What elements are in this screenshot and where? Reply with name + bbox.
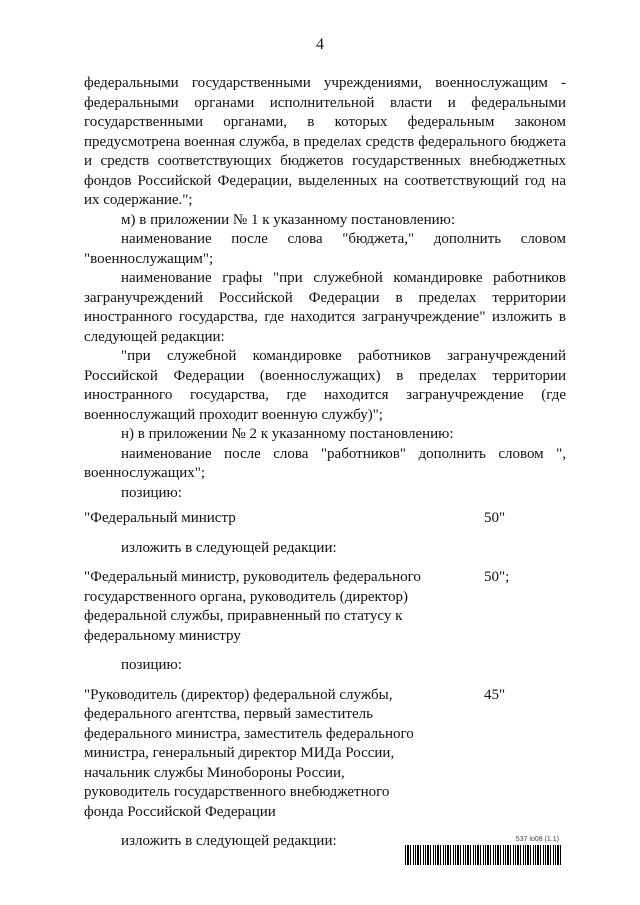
paragraph-column-name: наименование графы "при служебной командировке работников загранучреждений Российской Федерации в пределах территории иностранного государства, где находится загранучреждение" изложить в следующей редакции: [84, 270, 566, 345]
row-value: 50"; [484, 569, 510, 585]
paragraph-title-amendment: наименование после слова "бюджета," дополнить словом "военнослужащим"; [84, 231, 566, 267]
barcode-code: 537 lo08 (1.1) [515, 836, 559, 843]
paragraph-title-amendment-2: наименование после слова "работников" дополнить словом ", военнослужащих"; [84, 445, 566, 481]
paragraph-item-n: н) в приложении № 2 к указанному постановлению: [121, 426, 454, 442]
row-value: 50" [484, 510, 506, 526]
paragraph-replace-2: изложить в следующей редакции: [121, 833, 337, 849]
row-label: "Руководитель (директор) федеральной службы, федерального агентства, первый заместитель федерального министра, заместитель федерального министра, генеральный директор МИДа России, начальник службы Минобороны России, руководитель государственного внебюджетного фонда Российской Федерации [84, 686, 414, 820]
paragraph-position-1: позицию: [121, 484, 182, 501]
paragraph-replace-1: изложить в следующей редакции: [121, 539, 337, 556]
page-number: 4 [316, 36, 324, 53]
barcode-icon [405, 845, 563, 865]
row-label: "Федеральный министр [84, 510, 236, 526]
table-row [84, 686, 566, 823]
table-row [84, 568, 566, 646]
paragraph-continuation: федеральными государственными учреждениями, военнослужащим - федеральными органами исполнительной власти и федеральными государственными органами, в которых федеральным законом предусмотрена военная служба, в пределах средств федерального бюджета и средств соответствующих бюджетов государственных внебюджетных фондов Российской Федерации, выделенных на соответствующий год на их содержание."; [84, 75, 566, 208]
document-body [84, 74, 566, 852]
paragraph-item-m: м) в приложении № 1 к указанному постановлению: [121, 211, 455, 228]
row-label: "Федеральный министр, руководитель федерального государственного органа, руководитель (директор) федеральной службы, приравненный по статусу к федеральному министру [84, 569, 421, 644]
paragraph-position-2: позицию: [121, 657, 182, 673]
table-row [84, 509, 566, 529]
row-value: 45" [484, 686, 506, 703]
barcode [405, 836, 565, 868]
paragraph-new-column-name: "при служебной командировке работников загранучреждений Российской Федерации (военнослужащих) в пределах территории иностранного государства, где находится загранучреждение (где военнослужащий проходит военную службу)"; [84, 348, 566, 423]
